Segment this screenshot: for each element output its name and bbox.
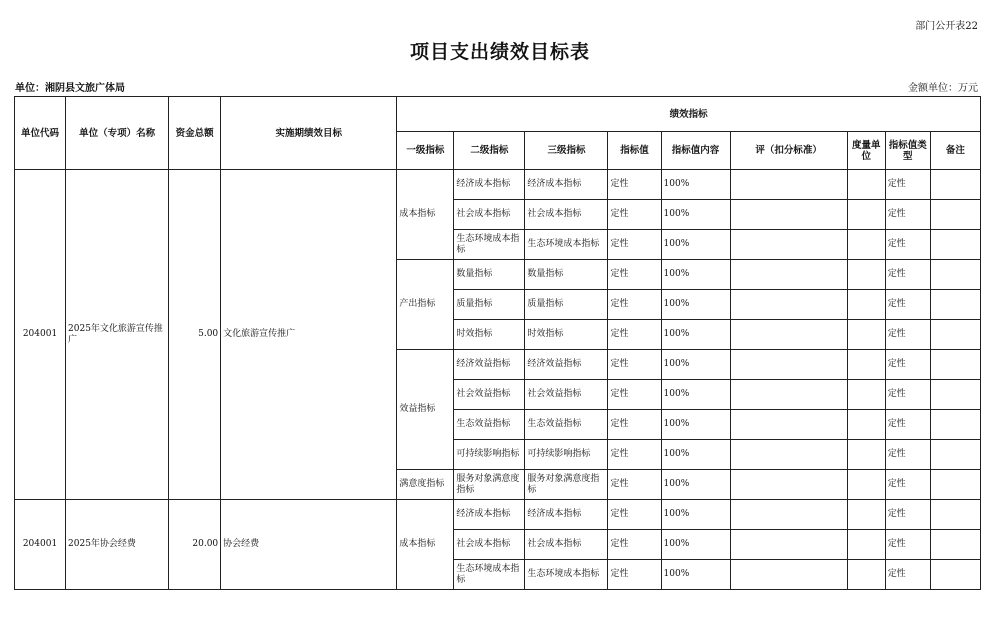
measure-unit-cell [847,500,885,530]
level2-cell: 生态环境成本指标 [454,230,525,260]
value-content-cell: 100% [661,350,730,380]
level3-cell: 质量指标 [525,290,608,320]
level3-cell: 生态效益指标 [525,410,608,440]
measure-unit-cell [847,380,885,410]
unit-label: 单位：湘阴县文旅广体局 [15,83,125,94]
measure-unit-cell [847,530,885,560]
value-cell: 定性 [608,380,661,410]
value-type-cell: 定性 [885,410,930,440]
value-type-cell: 定性 [885,440,930,470]
value-cell: 定性 [608,290,661,320]
value-content-cell: 100% [661,290,730,320]
value-type-cell: 定性 [885,500,930,530]
value-type-cell: 定性 [885,200,930,230]
remark-cell [930,200,980,230]
value-type-cell: 定性 [885,170,930,200]
scoring-cell [730,320,847,350]
value-type-cell: 定性 [885,380,930,410]
header-scoring: 评（扣分标准） [730,132,847,170]
value-type-cell: 定性 [885,260,930,290]
value-content-cell: 100% [661,320,730,350]
measure-unit-cell [847,200,885,230]
level1-cell: 产出指标 [397,260,454,350]
money-unit-label: 金额单位：万元 [908,83,978,94]
table-number-label: 部门公开表22 [915,21,978,32]
scoring-cell [730,530,847,560]
level2-cell: 可持续影响指标 [454,440,525,470]
scoring-cell [730,200,847,230]
value-content-cell: 100% [661,260,730,290]
level3-cell: 社会成本指标 [525,200,608,230]
level2-cell: 社会效益指标 [454,380,525,410]
measure-unit-cell [847,350,885,380]
scoring-cell [730,290,847,320]
header-unit-name: 单位（专项）名称 [66,97,169,170]
header-total-funds: 资金总额 [169,97,221,170]
level3-cell: 社会效益指标 [525,380,608,410]
measure-unit-cell [847,440,885,470]
value-content-cell: 100% [661,560,730,590]
funds-cell: 5.00 [169,170,221,500]
value-content-cell: 100% [661,200,730,230]
level2-cell: 经济成本指标 [454,170,525,200]
remark-cell [930,320,980,350]
value-type-cell: 定性 [885,470,930,500]
remark-cell [930,350,980,380]
value-cell: 定性 [608,500,661,530]
measure-unit-cell [847,260,885,290]
funds-cell: 20.00 [169,500,221,590]
level3-cell: 可持续影响指标 [525,440,608,470]
value-cell: 定性 [608,260,661,290]
header-level3: 三级指标 [525,132,608,170]
value-type-cell: 定性 [885,560,930,590]
scoring-cell [730,440,847,470]
level2-cell: 社会成本指标 [454,200,525,230]
level2-cell: 服务对象满意度指标 [454,470,525,500]
value-type-cell: 定性 [885,320,930,350]
remark-cell [930,410,980,440]
level2-cell: 经济成本指标 [454,500,525,530]
remark-cell [930,380,980,410]
header-level1: 一级指标 [397,132,454,170]
goal-cell: 协会经费 [221,500,397,590]
scoring-cell [730,410,847,440]
scoring-cell [730,260,847,290]
performance-table [14,96,981,590]
value-cell: 定性 [608,230,661,260]
remark-cell [930,440,980,470]
scoring-cell [730,380,847,410]
level2-cell: 生态效益指标 [454,410,525,440]
value-cell: 定性 [608,170,661,200]
value-cell: 定性 [608,350,661,380]
value-content-cell: 100% [661,470,730,500]
measure-unit-cell [847,470,885,500]
value-content-cell: 100% [661,410,730,440]
value-cell: 定性 [608,410,661,440]
unit-code-cell: 204001 [15,170,66,500]
level3-cell: 经济成本指标 [525,170,608,200]
level2-cell: 生态环境成本指标 [454,560,525,590]
header-value-type: 指标值类型 [885,132,930,170]
level2-cell: 质量指标 [454,290,525,320]
header-level2: 二级指标 [454,132,525,170]
scoring-cell [730,170,847,200]
remark-cell [930,230,980,260]
level2-cell: 数量指标 [454,260,525,290]
unit-name-cell: 2025年协会经费 [66,500,169,590]
remark-cell [930,290,980,320]
level1-cell: 满意度指标 [397,470,454,500]
value-cell: 定性 [608,470,661,500]
header-measure-unit: 度量单位 [847,132,885,170]
goal-cell: 文化旅游宣传推广 [221,170,397,500]
value-type-cell: 定性 [885,350,930,380]
scoring-cell [730,560,847,590]
value-content-cell: 100% [661,170,730,200]
measure-unit-cell [847,410,885,440]
remark-cell [930,500,980,530]
level3-cell: 生态环境成本指标 [525,560,608,590]
remark-cell [930,470,980,500]
page-title: 项目支出绩效目标表 [409,41,590,63]
value-cell: 定性 [608,560,661,590]
value-type-cell: 定性 [885,530,930,560]
measure-unit-cell [847,290,885,320]
level3-cell: 服务对象满意度指标 [525,470,608,500]
value-type-cell: 定性 [885,230,930,260]
remark-cell [930,260,980,290]
unit-code-cell: 204001 [15,500,66,590]
remark-cell [930,530,980,560]
header-remark: 备注 [930,132,980,170]
value-cell: 定性 [608,530,661,560]
unit-name-cell: 2025年文化旅游宣传推广 [66,170,169,500]
value-content-cell: 100% [661,230,730,260]
level2-cell: 经济效益指标 [454,350,525,380]
remark-cell [930,170,980,200]
measure-unit-cell [847,230,885,260]
header-goal: 实施期绩效目标 [221,97,397,170]
level3-cell: 时效指标 [525,320,608,350]
value-content-cell: 100% [661,440,730,470]
table-row [15,170,981,200]
scoring-cell [730,230,847,260]
value-type-cell: 定性 [885,290,930,320]
header-value-content: 指标值内容 [661,132,730,170]
value-cell: 定性 [608,440,661,470]
header-value: 指标值 [608,132,661,170]
remark-cell [930,560,980,590]
scoring-cell [730,470,847,500]
level3-cell: 数量指标 [525,260,608,290]
table-row [15,500,981,530]
value-content-cell: 100% [661,500,730,530]
value-content-cell: 100% [661,530,730,560]
measure-unit-cell [847,560,885,590]
measure-unit-cell [847,170,885,200]
level2-cell: 社会成本指标 [454,530,525,560]
value-cell: 定性 [608,200,661,230]
header-performance: 绩效指标 [397,97,981,132]
header-unit-code: 单位代码 [15,97,66,170]
table-body [15,170,981,590]
value-cell: 定性 [608,320,661,350]
scoring-cell [730,500,847,530]
level1-cell: 成本指标 [397,500,454,590]
level1-cell: 成本指标 [397,170,454,260]
level3-cell: 社会成本指标 [525,530,608,560]
scoring-cell [730,350,847,380]
level1-cell: 效益指标 [397,350,454,470]
level3-cell: 经济效益指标 [525,350,608,380]
value-content-cell: 100% [661,380,730,410]
level2-cell: 时效指标 [454,320,525,350]
measure-unit-cell [847,320,885,350]
level3-cell: 生态环境成本指标 [525,230,608,260]
level3-cell: 经济成本指标 [525,500,608,530]
